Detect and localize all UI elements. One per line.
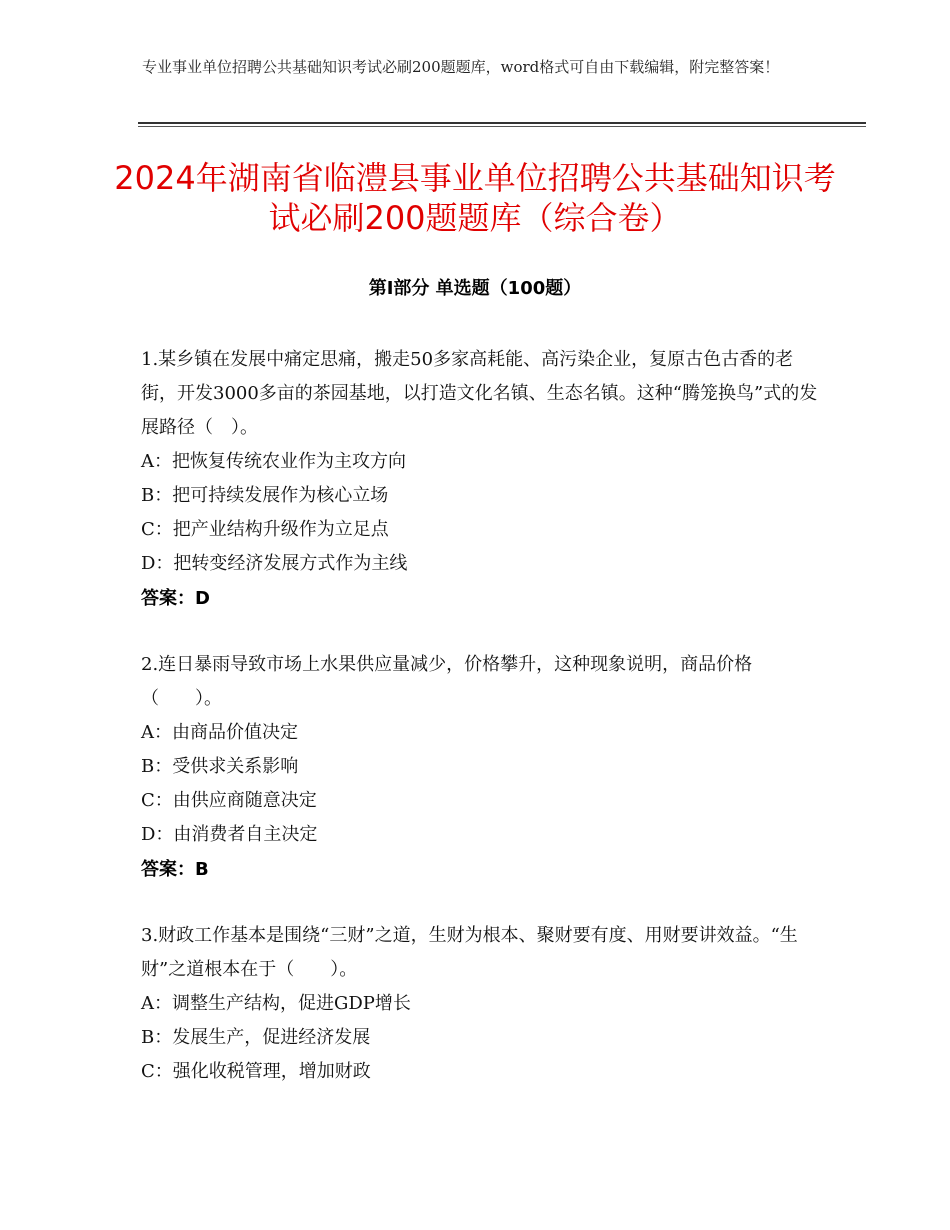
option-b: B：把可持续发展作为核心立场 xyxy=(141,485,389,506)
question-3 xyxy=(141,919,821,1089)
question-list xyxy=(141,343,821,1120)
option-c: C：把产业结构升级作为立足点 xyxy=(141,519,389,540)
option-c: C：强化收税管理，增加财政 xyxy=(141,1061,371,1082)
section-title: 第Ⅰ部分 单选题（100题） xyxy=(368,278,582,299)
option-c: C：由供应商随意决定 xyxy=(141,790,317,811)
option-a: A：把恢复传统农业作为主攻方向 xyxy=(141,451,406,472)
question-stem: 1.某乡镇在发展中痛定思痛，搬走50多家高耗能、高污染企业，复原古色古香的老街，开发3000多亩的茶园基地，以打造文化名镇、生态名镇。这种“腾笼换鸟”式的发展路径（ ）。 xyxy=(141,349,818,438)
question-stem: 2.连日暴雨导致市场上水果供应量减少，价格攀升，这种现象说明，商品价格（ ）。 xyxy=(141,654,753,709)
option-a: A：由商品价值决定 xyxy=(141,722,298,743)
question-2 xyxy=(141,648,821,888)
option-a: A：调整生产结构，促进GDP增长 xyxy=(141,993,411,1014)
option-d: D：由消费者自主决定 xyxy=(141,824,318,845)
document-title: 2024年湖南省临澧县事业单位招聘公共基础知识考试必刷200题题库（综合卷） xyxy=(114,159,836,237)
header-rule-thin xyxy=(138,126,866,127)
option-b: B：发展生产，促进经济发展 xyxy=(141,1027,371,1048)
answer: 答案：D xyxy=(141,588,210,609)
question-stem: 3.财政工作基本是围绕“三财”之道，生财为根本、聚财要有度、用财要讲效益。“生财”之道根本在于（ ）。 xyxy=(141,925,798,980)
header-rule-thick xyxy=(138,122,866,124)
option-d: D：把转变经济发展方式作为主线 xyxy=(141,553,408,574)
option-b: B：受供求关系影响 xyxy=(141,756,299,777)
header-note: 专业事业单位招聘公共基础知识考试必刷200题题库，word格式可自由下载编辑，附完整答案！ xyxy=(142,58,780,76)
question-1 xyxy=(141,343,821,617)
answer: 答案：B xyxy=(141,859,209,880)
